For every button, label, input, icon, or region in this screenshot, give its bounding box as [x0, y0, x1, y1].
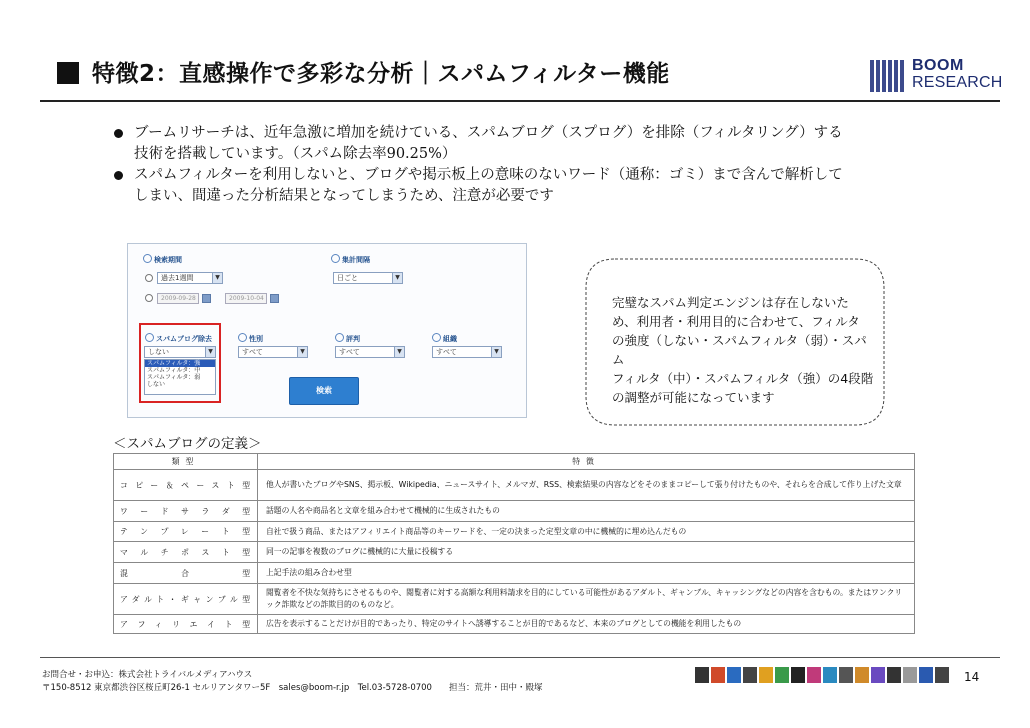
table-row	[114, 501, 915, 522]
title-divider	[40, 100, 1000, 102]
type-cell: テンプレート型	[114, 522, 258, 542]
spam-filter-highlight	[139, 323, 221, 403]
search-button[interactable]: 検索	[289, 377, 359, 405]
calendar-icon[interactable]	[270, 294, 279, 303]
calendar-icon[interactable]	[202, 294, 211, 303]
bullet-line: ブームリサーチは、近年急激に増加を続けている、スパムブログ（スプログ）を排除（フィルタリング）する	[134, 125, 843, 141]
feature-cell: 広告を表示することだけが目的であったり、特定のサイトへ誘導することが目的であるなど、本来のブログとしての機能を利用したもの	[258, 615, 915, 634]
type-cell: アダルト・ギャンブル型	[114, 584, 258, 615]
date-to-input[interactable]: 2009-10-04	[225, 293, 267, 304]
chevron-down-icon: ▼	[297, 347, 307, 357]
spam-definition-table	[113, 453, 915, 634]
table-row	[114, 470, 915, 501]
table-row	[114, 615, 915, 634]
bullet-list	[114, 123, 934, 207]
table-row	[114, 522, 915, 542]
table-row	[114, 584, 915, 615]
boom-research-logo	[870, 56, 1003, 94]
feature-cell: 上記手法の組み合わせ型	[258, 563, 915, 584]
chevron-down-icon: ▼	[394, 347, 404, 357]
column-header-feature: 特徴	[258, 454, 915, 470]
callout-line: 完璧なスパム判定エンジンは存在しないた	[612, 295, 849, 310]
feature-cell: 同一の記事を複数のブログに機械的に大量に投稿する	[258, 542, 915, 563]
feature-cell: 閲覧者を不快な気持ちにさせるものや、閲覧者に対する高額な利用料請求を目的にしている可能性があるアダルト、ギャンブル、キャッシングなどの内容を含むもの。またはワンクリック詐欺などの詐欺目的のものなど。	[258, 584, 915, 615]
type-cell: コピー＆ペースト型	[114, 470, 258, 501]
table-row	[114, 563, 915, 584]
title-square-icon	[57, 62, 79, 84]
gender-value: すべて	[242, 348, 263, 356]
rating-label: 評判	[335, 333, 360, 344]
aggregate-select[interactable]	[333, 272, 403, 284]
callout-text	[612, 293, 877, 407]
date-from-input[interactable]: 2009-09-28	[157, 293, 199, 304]
bullet-line: スパムフィルターを利用しないと、ブログや掲示板上の意味のないワード（通称：ゴミ）まで含んで解析して	[134, 167, 843, 183]
aggregate-label: 集計間隔	[331, 254, 370, 265]
feature-cell: 話題の人名や商品名と文章を組み合わせて機械的に生成されたもの	[258, 501, 915, 522]
org-label: 組織	[432, 333, 457, 344]
logo-text-boom: BOOM	[912, 57, 964, 74]
spam-filter-value: しない	[148, 348, 169, 356]
logo-bars-icon	[870, 60, 908, 92]
spam-option[interactable]: しない	[147, 381, 166, 388]
spam-filter-label: スパムブログ除去	[145, 333, 212, 344]
page-number: 14	[964, 670, 980, 684]
logo-text-research: RESEARCH	[912, 74, 1003, 91]
callout-line: フィルタ（中）・スパムフィルタ（強）の4段階	[612, 371, 874, 386]
period-value: 過去1週間	[161, 274, 194, 282]
gender-select[interactable]	[238, 346, 308, 358]
definition-title: ＜スパムブログの定義＞	[113, 436, 262, 452]
bullet-line: しまい、間違った分析結果となってしまうため、注意が必要です	[134, 188, 554, 204]
period-radio[interactable]	[145, 274, 153, 282]
column-header-type: 類型	[114, 454, 258, 470]
chevron-down-icon: ▼	[205, 347, 215, 357]
chevron-down-icon: ▼	[392, 273, 402, 283]
feature-cell: 他人が書いたブログやSNS、掲示板、Wikipedia、ニュースサイト、メルマガ、RSS、検索結果の内容などをそのままコピーして張り付けたものや、それらを合成して作り上げた文章	[258, 470, 915, 501]
chevron-down-icon: ▼	[212, 273, 222, 283]
footer-contact: お問合せ・お申込：株式会社トライバルメディアハウス	[42, 670, 253, 680]
aggregate-value: 日ごと	[337, 274, 358, 282]
org-value: すべて	[436, 348, 457, 356]
spam-option[interactable]: スパムフィルタ：強	[145, 360, 215, 367]
chevron-down-icon: ▼	[491, 347, 501, 357]
period-label: 検索期間	[143, 254, 182, 265]
page-title: 特徴2：直感操作で多彩な分析｜スパムフィルター機能	[92, 61, 670, 87]
bullet-dot-icon	[114, 129, 123, 138]
bullet-line: 技術を搭載しています。（スパム除去率90.25%）	[134, 146, 457, 162]
rating-select[interactable]	[335, 346, 405, 358]
tribal-media-house-logo	[695, 667, 955, 685]
type-cell: アフィリエイト型	[114, 615, 258, 634]
table-header-row	[114, 454, 915, 470]
feature-cell: 自社で扱う商品、またはアフィリエイト商品等のキーワードを、一定の決まった定型文章の中に機械的に埋め込んだもの	[258, 522, 915, 542]
table-row	[114, 542, 915, 563]
bullet-item	[114, 165, 934, 207]
period-select[interactable]	[157, 272, 223, 284]
bullet-dot-icon	[114, 171, 123, 180]
callout-line: の強度（しない・スパムフィルタ（弱）・スパム	[612, 333, 867, 367]
footer-address: 〒150-8512 東京都渋谷区桜丘町26-1 セルリアンタワー5F sales@boom-r.jp Tel.03-5728-0700 担当：荒井・田中・殿塚	[42, 683, 543, 693]
spam-option[interactable]: スパムフィルタ：中	[147, 367, 201, 374]
callout-line: め、利用者・利用目的に合わせて、フィルタ	[612, 314, 860, 329]
callout-line: の調整が可能になっています	[612, 390, 775, 405]
type-cell: 混合型	[114, 563, 258, 584]
footer-divider	[40, 657, 1000, 658]
date-range-radio[interactable]	[145, 294, 153, 302]
gender-label: 性別	[238, 333, 263, 344]
org-select[interactable]	[432, 346, 502, 358]
spam-option[interactable]: スパムフィルタ：弱	[147, 374, 201, 381]
type-cell: マルチポスト型	[114, 542, 258, 563]
type-cell: ワードサラダ型	[114, 501, 258, 522]
bullet-item	[114, 123, 934, 165]
rating-value: すべて	[339, 348, 360, 356]
